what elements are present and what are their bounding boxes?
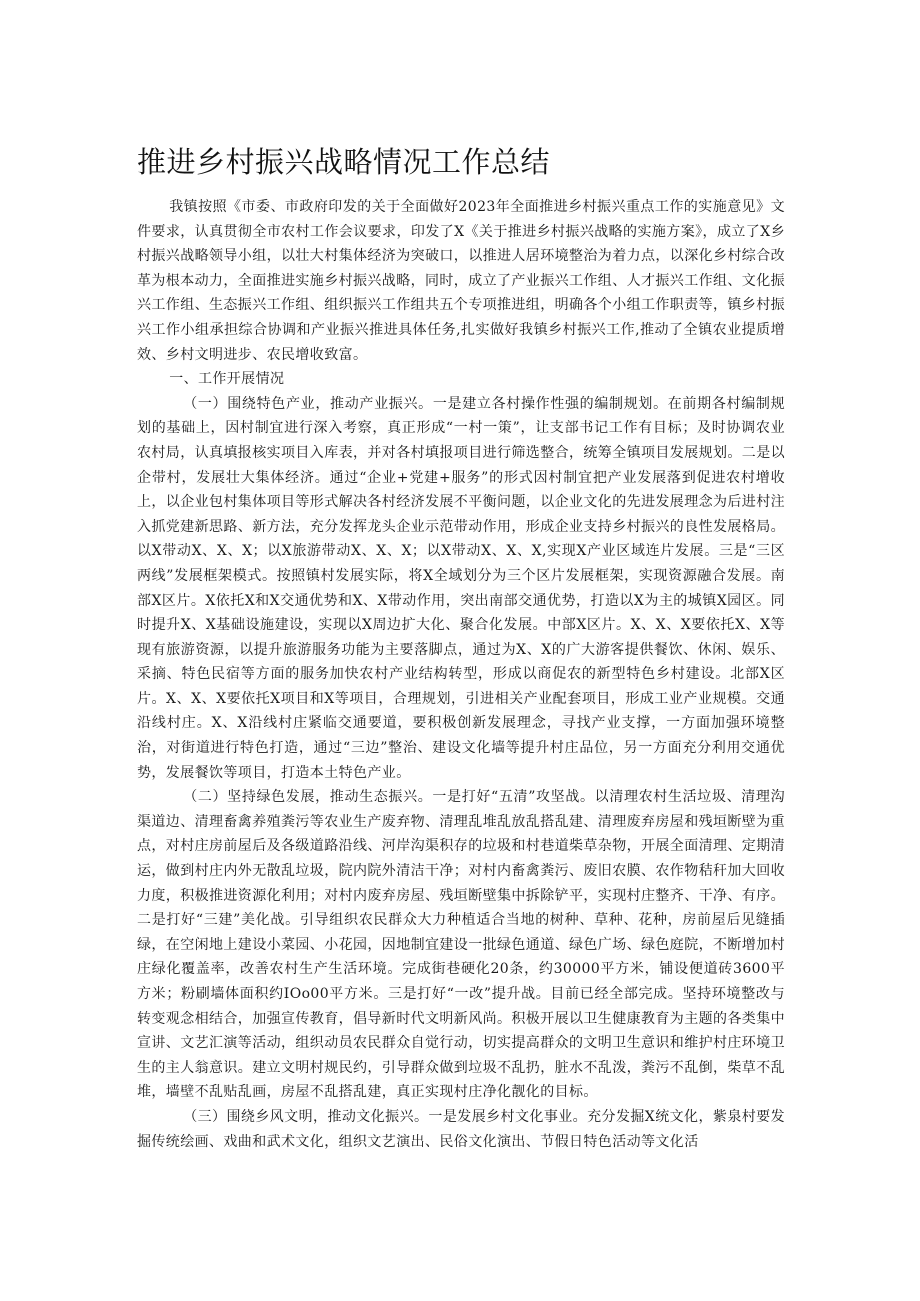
- intro-paragraph: 我镇按照《市委、市政府印发的关于全面做好2023年全面推进乡村振兴重点工作的实施意见》文件要求，认真贯彻全市农村工作会议要求，印发了X《关于推进乡村振兴战略的实施方案》，成立了X乡村振兴战略领导小组，以壮大村集体经济为突破口，以推进人居环境整治为着力点，以深化乡村综合改革为根本动力，全面推进实施乡村振兴战略，同时，成立了产业振兴工作组、人才振兴工作组、文化振兴工作组、生态振兴工作组、组织振兴工作组共五个专项推进组，明确各个小组工作职责等，镇乡村振兴工作小组承担综合协调和产业振兴推进具体任务,扎实做好我镇乡村振兴工作,推动了全镇农业提质增效、乡村文明进步、农民增收致富。: [137, 199, 785, 363]
- paragraph-ecological-revitalization: （二）坚持绿色发展，推动生态振兴。一是打好“五清”攻坚战。以清理农村生活垃圾、清理沟渠道边、清理畜禽养殖粪污等农业生产废弃物、清理乱堆乱放乱搭乱建、清理废弃房屋和残垣断壁为重点，对村庄房前屋后及各级道路沿线、河岸沟渠积存的垃圾和村巷道柴草杂物，开展全面清理、定期清运，做到村庄内外无散乱垃圾，院内院外清洁干净；对村内畜禽粪污、废旧农膜、农作物秸秆加大回收力度，积极推进资源化利用；对村内废弃房屋、残垣断壁集中拆除铲平，实现村庄整齐、干净、有序。二是打好“三建”美化战。引导组织农民群众大力种植适合当地的树种、草种、花种，房前屋后见缝插绿，在空闲地上建设小菜园、小花园，因地制宜建设一批绿色通道、绿色广场、绿色庭院，不断增加村庄绿化覆盖率，改善农村生产生活环境。完成街巷硬化20条，约30000平方米，铺设便道砖3600平方米；粉刷墙体面积约IOo00平方米。三是打好“一改”提升战。目前已经全部完成。坚持环境整改与转变观念相结合，加强宣传教育，倡导新时代文明新风尚。积极开展以卫生健康教育为主题的各类集中宣讲、文艺汇演等活动，组织动员农民群众自觉行动，切实提高群众的文明卫生意识和维护村庄环境卫生的主人翁意识。建立文明村规民约，引导群众做到垃圾不乱扔，脏水不乱泼，粪污不乱倒，柴草不乱堆，墙壁不乱贴乱画，房屋不乱搭乱建，真正实现村庄净化靓化的目标。: [137, 789, 785, 1101]
- paragraph-industry-revitalization: （一）围绕特色产业，推动产业振兴。一是建立各村操作性强的编制规划。在前期各村编制规划的基础上，因村制宜进行深入考察，真正形成“一村一策”，让支部书记工作有目标；及时协调农业农村局，认真填报核实项目入库表，并对各村填报项目进行筛选整合，统筹全镇项目发展规划。二是以企带村，发展壮大集体经济。通过“企业+党建+服务”的形式因村制宜把产业发展落到促进农村增收上，以企业包村集体项目等形式解决各村经济发展不平衡问题，以企业文化的先进发展理念为后进村注入抓党建新思路、新方法，充分发挥龙头企业示范带动作用，形成企业支持乡村振兴的良性发展格局。以X带动X、X、X；以X旅游带动X、X、X；以X带动X、X、X,实现X产业区域连片发展。三是“三区两线”发展框架模式。按照镇村发展实际，将X全域划分为三个区片发展框架，实现资源融合发展。南部X区片。X依托X和X交通优势和X、X带动作用，突出南部交通优势，打造以X为主的城镇X园区。同时提升X、X基础设施建设，实现以X周边扩大化、聚合化发展。中部X区片。X、X、X要依托X、X等现有旅游资源，以提升旅游服务功能为主要落脚点，通过为X、X的广大游客提供餐饮、休闲、娱乐、采摘、特色民宿等方面的服务加快农村产业结构转型，形成以商促农的新型特色乡村建设。北部X区片。X、X、X要依托X项目和X等项目，合理规划，引进相关产业配套项目，形成工业产业规模。交通沿线村庄。X、X沿线村庄紧临交通要道，要积极创新发展理念，寻找产业支撑，一方面加强环境整治，对街道进行特色打造，通过“三边”整治、建设文化墙等提升村庄品位，另一方面充分利用交通优势，发展餐饮等项目，打造本土特色产业。: [137, 395, 785, 781]
- document-title: 推进乡村振兴战略情况工作总结: [137, 145, 551, 179]
- document-body: [137, 195, 785, 1154]
- section-heading-work-status: 一、工作开展情况: [169, 371, 285, 388]
- paragraph-cultural-revitalization: （三）围绕乡风文明，推动文化振兴。一是发展乡村文化事业。充分发掘X统文化，紫泉村要发掘传统绘画、戏曲和武术文化，组织文艺演出、民俗文化演出、节假日特色活动等文化活: [137, 1108, 785, 1150]
